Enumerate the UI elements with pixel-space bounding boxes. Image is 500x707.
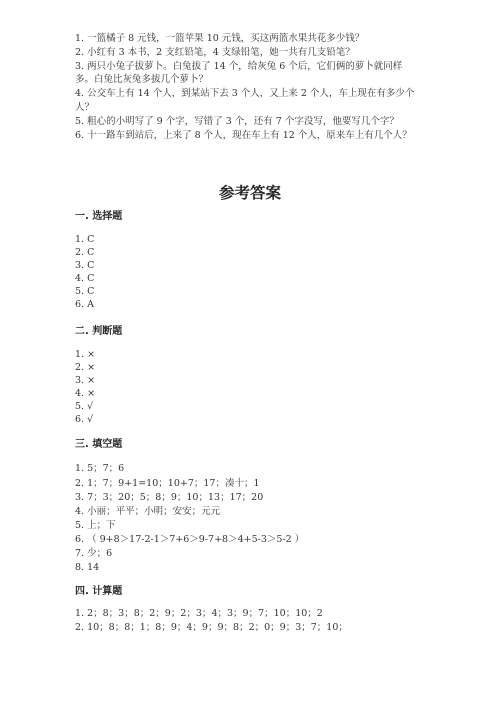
choice-answer-1: 1. C (75, 234, 95, 245)
question-line-4: 4. 公交车上有 14 个人，到某站下去 3 个人，又上来 2 个人，车上现在有多少个 (75, 88, 415, 99)
answer-title: 参考答案 (218, 184, 281, 202)
judgment-answer-1: 1. × (75, 349, 96, 360)
choice-answer-2: 2. C (75, 247, 95, 258)
calc-answer-1: 1. 2；8；3；8；2；9；2；3；4；3；9；7；10；10；2 (75, 608, 323, 619)
choice-answer-4: 4. C (75, 273, 95, 284)
choice-answer-5: 5. C (75, 286, 95, 297)
question-line-6: 6. 十一路车到站后，上来了 8 个人，现在车上有 12 个人，原来车上有几个人？ (75, 130, 412, 141)
judgment-answer-2: 2. × (75, 362, 96, 373)
fill-answer-8: 8. 14 (75, 562, 100, 573)
question-line-1: 1. 一篮橘子 8 元钱，一篮苹果 10 元钱，买这两篮水果共花多少钱？ (75, 33, 365, 44)
fill-answer-7: 7. 少；6 (75, 548, 113, 559)
section-heading-judgment: 二. 判断题 (75, 326, 123, 337)
judgment-answer-5: 5. √ (75, 401, 94, 412)
calc-answer-2: 2. 10；8；8；1；8；9；4；9；9；8；2；0；9；3；7；10； (75, 622, 348, 633)
fill-answer-1: 1. 5；7；6 (75, 463, 125, 474)
question-line-2: 2. 小红有 3 本书，2 支红铅笔，4 支绿铅笔，她一共有几支铅笔？ (75, 47, 355, 58)
question-line-4-continued: 人？ (75, 102, 95, 113)
choice-answer-3: 3. C (75, 260, 95, 271)
fill-answer-6: 6. （ 9+8＞17-2-1＞7+6＞9-7+8＞4+5-3＞5-2 ） (75, 534, 305, 545)
question-line-3: 3. 两只小兔子拔萝卜。白兔拔了 14 个，给灰兔 6 个后，它们俩的萝卜就同样 (75, 61, 403, 72)
fill-answer-5: 5. 上；下 (75, 520, 116, 531)
question-line-5: 5. 粗心的小明写了 9 个字，写错了 3 个，还有 7 个字没写，他要写几个字？ (75, 116, 399, 127)
judgment-answer-6: 6. √ (75, 414, 94, 425)
question-line-3-continued: 多。白兔比灰兔多拔几个萝卜？ (75, 74, 209, 85)
fill-answer-3: 3. 7；3；20；5；8；9；10；13；17；20 (75, 492, 264, 503)
judgment-answer-3: 3. × (75, 375, 96, 386)
fill-answer-2: 2. 1；7；9+1=10；10+7；17；凑十；1 (75, 478, 260, 489)
choice-answer-6: 6. A (75, 299, 94, 310)
fill-answer-4: 4. 小丽；平平；小明；安安；元元 (75, 506, 221, 517)
section-heading-calculation: 四. 计算题 (75, 586, 123, 597)
section-heading-fill-blank: 三. 填空题 (75, 439, 123, 450)
section-heading-choice: 一. 选择题 (75, 211, 123, 222)
judgment-answer-4: 4. × (75, 388, 96, 399)
